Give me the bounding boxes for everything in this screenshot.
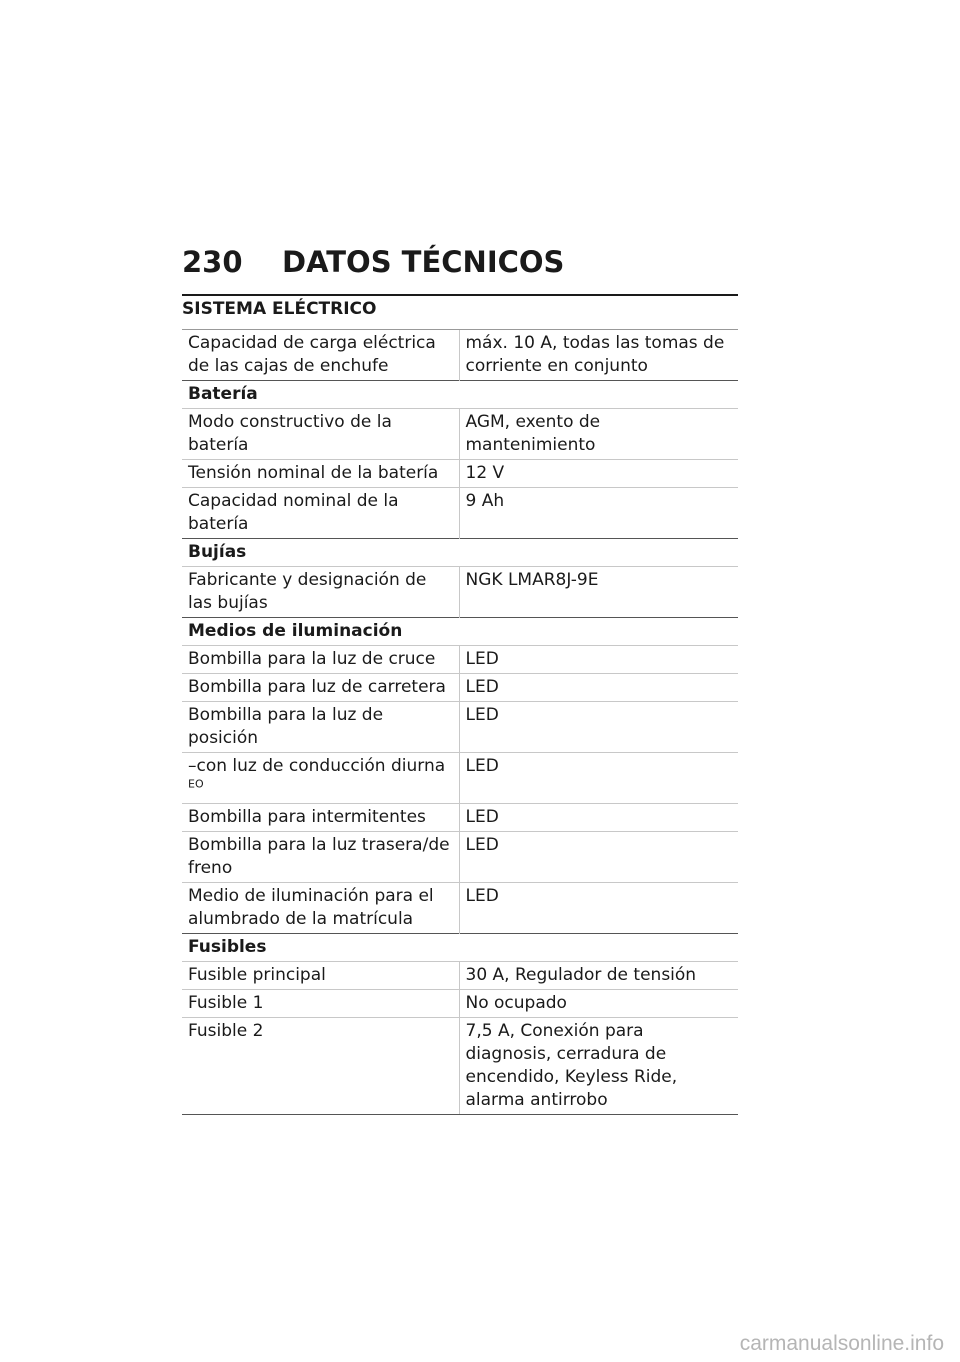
spec-label-cell bbox=[182, 488, 459, 539]
spec-row bbox=[182, 409, 738, 460]
spec-label: –con luz de conducción diurna bbox=[188, 756, 446, 776]
spec-value: No ocupado bbox=[459, 990, 738, 1018]
spec-label: Bombilla para intermitentes bbox=[188, 807, 426, 827]
spec-value: LED bbox=[459, 753, 738, 804]
spec-label-cell bbox=[182, 330, 459, 381]
spec-row bbox=[182, 702, 738, 753]
spec-row bbox=[182, 567, 738, 618]
spec-label-cell bbox=[182, 832, 459, 883]
spec-row bbox=[182, 646, 738, 674]
spec-label: Tensión nominal de la batería bbox=[188, 463, 439, 483]
spec-label-cell bbox=[182, 883, 459, 934]
specs-table-body bbox=[182, 330, 738, 1115]
group-header-row bbox=[182, 539, 738, 567]
footnote-mark: EO bbox=[188, 777, 204, 791]
specs-table bbox=[182, 329, 738, 1115]
section-title: SISTEMA ELÉCTRICO bbox=[182, 299, 377, 319]
spec-value: LED bbox=[459, 883, 738, 934]
spec-value: NGK LMAR8J-9E bbox=[459, 567, 738, 618]
spec-label: Fabricante y designación de las bujías bbox=[188, 570, 427, 613]
spec-label: Capacidad de carga eléctrica de las cajas de enchufe bbox=[188, 333, 436, 376]
spec-value: máx. 10 A, todas las tomas de corriente en conjunto bbox=[459, 330, 738, 381]
spec-label: Bombilla para luz de carretera bbox=[188, 677, 446, 697]
spec-row bbox=[182, 832, 738, 883]
spec-label-cell bbox=[182, 962, 459, 990]
spec-label-cell bbox=[182, 567, 459, 618]
spec-row bbox=[182, 962, 738, 990]
group-header-label: Batería bbox=[182, 381, 738, 409]
spec-value: 7,5 A, Conexión para diagnosis, cerradura de encendido, Keyless Ride, alarma antirrobo bbox=[459, 1018, 738, 1115]
group-header-label: Fusibles bbox=[182, 934, 738, 962]
page-number: 230 bbox=[182, 245, 243, 279]
spec-label-cell bbox=[182, 646, 459, 674]
spec-label-cell bbox=[182, 804, 459, 832]
group-header-label: Bujías bbox=[182, 539, 738, 567]
spec-row bbox=[182, 753, 738, 804]
spec-value: AGM, exento de mantenimiento bbox=[459, 409, 738, 460]
spec-row bbox=[182, 883, 738, 934]
spec-value: LED bbox=[459, 674, 738, 702]
spec-value: 9 Ah bbox=[459, 488, 738, 539]
spec-value: LED bbox=[459, 804, 738, 832]
spec-label-cell bbox=[182, 702, 459, 753]
group-header-row bbox=[182, 934, 738, 962]
spec-label: Bombilla para la luz trasera/de freno bbox=[188, 835, 450, 878]
spec-label-cell bbox=[182, 753, 459, 804]
spec-row bbox=[182, 990, 738, 1018]
spec-row bbox=[182, 1018, 738, 1115]
group-header-label: Medios de iluminación bbox=[182, 618, 738, 646]
spec-label: Capacidad nominal de la batería bbox=[188, 491, 399, 534]
spec-row bbox=[182, 460, 738, 488]
spec-label-cell bbox=[182, 1018, 459, 1115]
watermark: carmanualsonline.info bbox=[739, 1332, 944, 1355]
spec-label-cell bbox=[182, 990, 459, 1018]
spec-value: LED bbox=[459, 832, 738, 883]
spec-label: Modo constructivo de la batería bbox=[188, 412, 392, 455]
group-header-row bbox=[182, 618, 738, 646]
spec-label-cell bbox=[182, 460, 459, 488]
spec-label: Bombilla para la luz de posición bbox=[188, 705, 384, 748]
spec-label: Fusible principal bbox=[188, 965, 326, 985]
spec-label-cell bbox=[182, 674, 459, 702]
spec-row bbox=[182, 488, 738, 539]
spec-value: 12 V bbox=[459, 460, 738, 488]
spec-value: 30 A, Regulador de tensión bbox=[459, 962, 738, 990]
spec-row bbox=[182, 804, 738, 832]
spec-row bbox=[182, 330, 738, 381]
spec-label-cell bbox=[182, 409, 459, 460]
group-header-row bbox=[182, 381, 738, 409]
spec-row bbox=[182, 674, 738, 702]
spec-label: Fusible 2 bbox=[188, 1021, 264, 1041]
spec-value: LED bbox=[459, 646, 738, 674]
chapter-title: DATOS TÉCNICOS bbox=[282, 245, 565, 279]
section-rule bbox=[182, 294, 738, 296]
spec-label: Bombilla para la luz de cruce bbox=[188, 649, 436, 669]
page-header bbox=[182, 244, 738, 280]
spec-label: Fusible 1 bbox=[188, 993, 264, 1013]
spec-label: Medio de iluminación para el alumbrado de la matrícula bbox=[188, 886, 434, 929]
spec-value: LED bbox=[459, 702, 738, 753]
